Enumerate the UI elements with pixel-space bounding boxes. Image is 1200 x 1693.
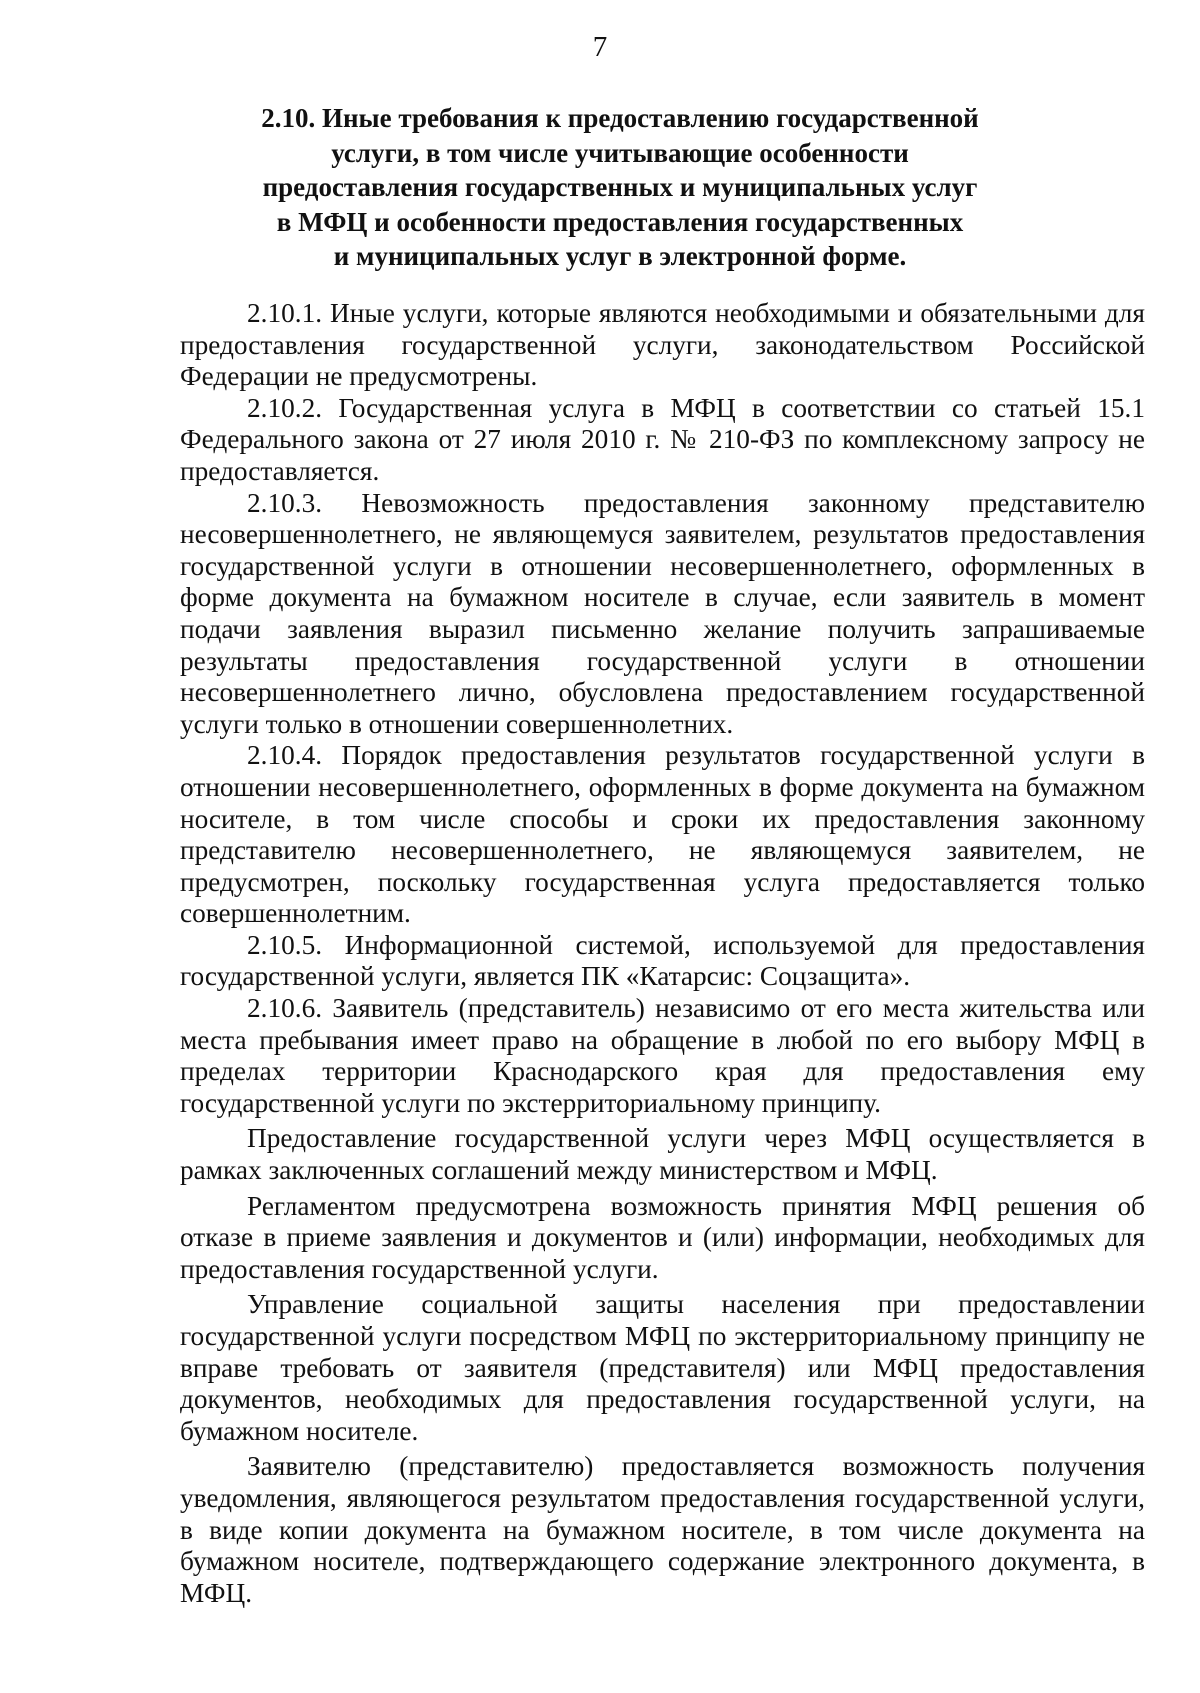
heading-line: предоставления государственных и муниципальных услуг bbox=[262, 172, 978, 202]
document-body bbox=[180, 298, 1145, 1609]
paragraph-2-10-3: 2.10.3. Невозможность предоставления законному представителю несовершеннолетнего, не являющемуся заявителем, результатов предоставления государственной услуги в отношении несовершеннолетнего, оформленных в форме документа на бумажном носителе в случае, если заявитель в момент подачи заявления выразил письменно желание получить запрашиваемые результаты предоставления государственной услуги в отношении несовершеннолетнего лично, обусловлена предоставлением государственной услуги только в отношении совершеннолетних. bbox=[180, 487, 1145, 739]
paragraph-notification: Заявителю (представителю) предоставляется возможность получения уведомления, являющегося результатом предоставления государственной услуги, в виде копии документа на бумажном носителе, в том числе документа на бумажном носителе, подтверждающего содержание электронного документа, в МФЦ. bbox=[180, 1451, 1145, 1608]
heading-line: 2.10. Иные требования к предоставлению государственной bbox=[261, 103, 979, 133]
heading-line: в МФЦ и особенности предоставления государственных bbox=[276, 206, 964, 237]
paragraph-2-10-4: 2.10.4. Порядок предоставления результатов государственной услуги в отношении несовершеннолетнего, оформленных в форме документа на бумажном носителе, в том числе способы и сроки их предоставления законному представителю несовершеннолетнего, не являющемуся заявителем, не предусмотрен, поскольку государственная услуга предоставляется только совершеннолетним. bbox=[180, 740, 1145, 929]
paragraph-2-10-5: 2.10.5. Информационной системой, используемой для предоставления государственной услуги, является ПК «Катарсис: Соцзащита». bbox=[180, 929, 1145, 992]
paragraph-refusal-possibility: Регламентом предусмотрена возможность принятия МФЦ решения об отказе в приеме заявления и документов и (или) информации, необходимых для предоставления государственной услуги. bbox=[180, 1190, 1145, 1284]
section-heading bbox=[230, 101, 1010, 274]
paragraph-2-10-2: 2.10.2. Государственная услуга в МФЦ в соответствии со статьей 15.1 Федерального закона от 27 июля 2010 г. № 210-ФЗ по комплексному запросу не предоставляется. bbox=[180, 392, 1145, 486]
heading-line: и муниципальных услуг в электронной форме. bbox=[333, 241, 907, 271]
paragraph-2-10-6: 2.10.6. Заявитель (представитель) независимо от его места жительства или места пребывания имеет право на обращение в любой по его выбору МФЦ в пределах территории Краснодарского края для предоставления ему государственной услуги по экстерриториальному принципу. bbox=[180, 993, 1145, 1118]
paragraph-2-10-1: 2.10.1. Иные услуги, которые являются необходимыми и обязательными для предоставления государственной услуги, законодательством Российской Федерации не предусмотрены. bbox=[180, 298, 1145, 392]
paragraph-social-protection: Управление социальной защиты населения при предоставлении государственной услуги посредством МФЦ по экстерриториальному принципу не вправе требовать от заявителя (представителя) или МФЦ предоставления документов, необходимых для предоставления государственной услуги, на бумажном носителе. bbox=[180, 1289, 1145, 1446]
paragraph-mfc-agreements: Предоставление государственной услуги через МФЦ осуществляется в рамках заключенных соглашений между министерством и МФЦ. bbox=[180, 1123, 1145, 1186]
heading-line: услуги, в том числе учитывающие особенности bbox=[331, 137, 909, 168]
page-number: 7 bbox=[592, 31, 608, 63]
